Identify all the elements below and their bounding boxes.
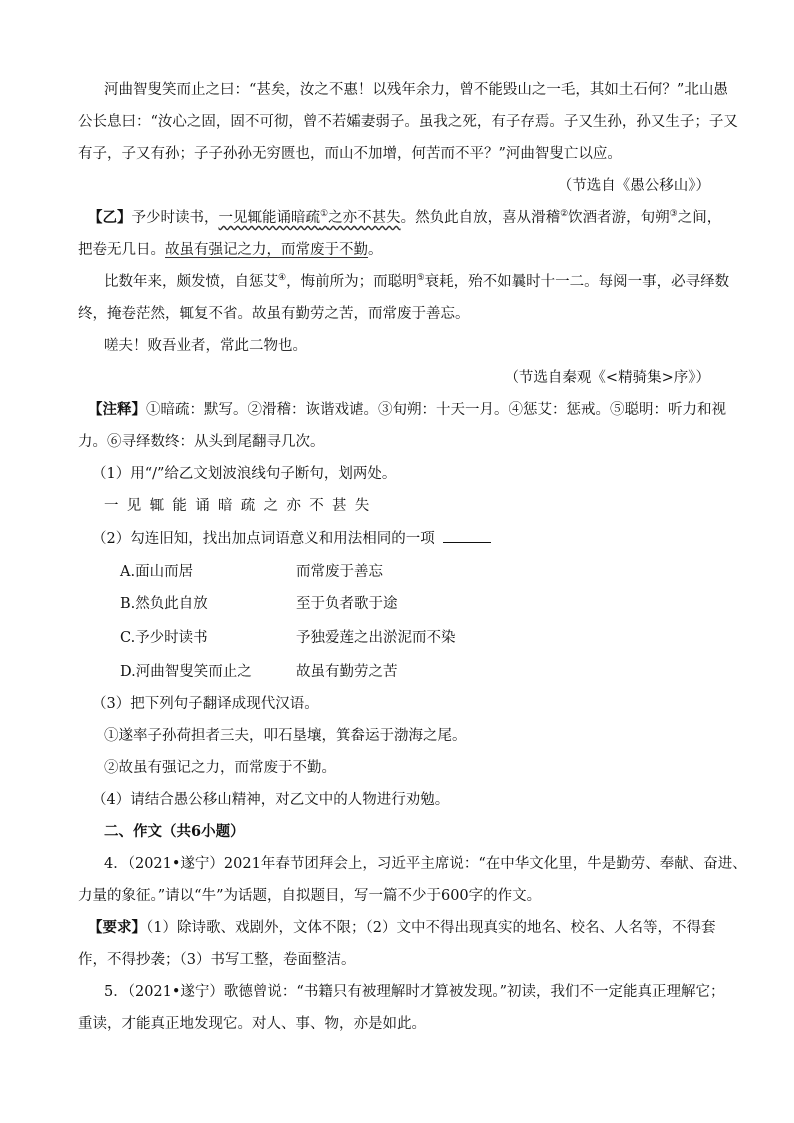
question-5-essay-line-1: 5．（2021•遂宁）歌德曾说：“书籍只有被理解时才算被发现。”初读，我们不一定能真正理解它； (104, 984, 725, 1000)
question-4: （4）请结合愚公移山精神，对乙文中的人物进行劝勉。 (92, 792, 450, 808)
passage-yi-line-2: 把卷无几日。故虽有强记之力，而常废于不勤。 (78, 242, 383, 258)
wavy-underlined-sentence: 一见辄能诵暗疏①之亦不甚失 (218, 209, 401, 226)
passage-yi-mark: 【乙】 (88, 209, 132, 226)
option-b-right: 至于负者歌于途 (296, 596, 398, 612)
notes-label: 【注释】 (88, 401, 146, 418)
question-1: （1）用“/”给乙文划波浪线句子断句，划两处。 (92, 466, 397, 482)
requirements-line-1: 【要求】（1）除诗歌、戏剧外，文体不限；（2）文中不得出现真实的地名、校名、人名等，不得套 (88, 919, 716, 936)
notes-line-2: 力。⑥寻绎数终：从头到尾翻寻几次。 (78, 434, 325, 450)
question-3: （3）把下列句子翻译成现代汉语。 (92, 696, 319, 712)
question-2: （2）勾连旧知，找出加点词语意义和用法相同的一项 (92, 528, 491, 549)
passage-jia-line-3: 有子，子又有孙；子子孙孙无穷匮也，而山不加增，何苦而不平？”河曲智叟亡以应。 (78, 146, 622, 162)
option-b-left: B.然负此自放 (120, 596, 208, 612)
option-c-left: C.予少时读书 (120, 630, 208, 646)
section-2-heading: 二、作文（共6小题） (104, 823, 245, 840)
question-3-sentence-2: ②故虽有强记之力，而常废于不勤。 (104, 760, 336, 776)
option-d-right: 故虽有勤劳之苦 (296, 664, 398, 680)
question-4-essay-line-2: 力量的象征。”请以“牛”为话题，自拟题目，写一篇不少于600字的作文。 (78, 888, 542, 904)
passage-yi-para2-line-2: 终，掩卷茫然，辄复不省。故虽有勤劳之苦，而常废于善忘。 (78, 306, 470, 322)
passage-jia-line-2: 公长息曰：“汝心之固，固不可彻，曾不若孀妻弱子。虽我之死，有子存焉。子又生孙，孙又生子；子又 (78, 114, 738, 130)
option-d-left: D.河曲智叟笑而止之 (120, 664, 252, 680)
option-c-right: 予独爱莲之出淤泥而不染 (296, 630, 456, 646)
passage-jia-source: （节选自《愚公移山》） (557, 178, 710, 194)
question-1-sentence: 一见辄能诵暗疏之亦不甚失 (104, 498, 378, 514)
option-a-right: 而常废于善忘 (296, 564, 383, 580)
passage-yi-text: 予少时读书， (131, 210, 219, 226)
question-4-essay-line-1: 4．（2021•遂宁）2021年春节团拜会上，习近平主席说：“在中华文化里，牛是勤劳、奉献、奋进、 (104, 856, 747, 872)
question-3-sentence-1: ①遂率子孙荷担者三夫，叩石垦壤，箕畚运于渤海之尾。 (104, 728, 467, 744)
passage-yi-line-1: 【乙】予少时读书，一见辄能诵暗疏①之亦不甚失。然负此自放，喜从滑稽②饮酒者游，旬朔③之间， (88, 209, 722, 226)
passage-yi-para2-line-1: 比数年来，颇发愤，自惩艾④，悔前所为；而聪明⑤衰耗，殆不如曩时十一二。每阅一事，必寻绎数 (104, 273, 730, 290)
question-5-essay-line-2: 重读，才能真正地发现它。对人、事、物，亦是如此。 (78, 1016, 426, 1032)
requirements-label: 【要求】 (88, 919, 146, 936)
straight-underlined-sentence: 故虽有强记之力，而常废于不勤 (165, 242, 368, 258)
notes-line-1: 【注释】①暗疏：默写。②滑稽：诙谐戏谑。③旬朔：十天一月。④惩艾：惩戒。⑤聪明：听力和视 (88, 401, 726, 418)
requirements-line-2: 作，不得抄袭；（3）书写工整，卷面整洁。 (78, 952, 356, 968)
answer-blank[interactable] (443, 528, 491, 543)
option-a-left: A.面山而居 (120, 564, 194, 580)
passage-jia-line-1: 河曲智叟笑而止之曰：“甚矣，汝之不惠！以残年余力，曾不能毁山之一毛，其如土石何？”北山愚 (104, 82, 728, 98)
passage-yi-source: （节选自秦观《<精骑集>序》） (504, 370, 710, 386)
passage-yi-para3: 嗟夫！败吾业者，常此二物也。 (104, 338, 307, 354)
